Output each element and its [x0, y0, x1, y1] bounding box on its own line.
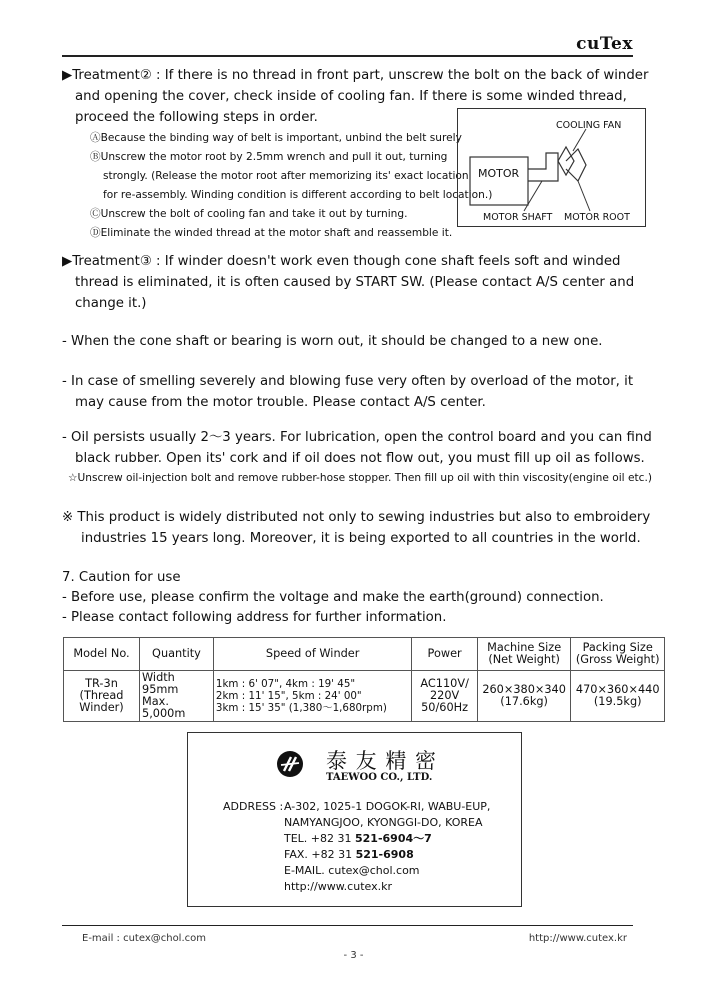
web-line: http://www.cutex.kr	[284, 880, 392, 893]
note-oil-line-2: black rubber. Open its' cork and if oil does not flow out, you must fill up oil as follows.	[75, 451, 645, 466]
treatment2-step-a: ⒶBecause the binding way of belt is important, unbind the belt surely	[90, 132, 462, 144]
spec-table	[63, 637, 665, 722]
motor-root-label: MOTOR ROOT	[564, 212, 630, 223]
note-smell-line-1: - In case of smelling severely and blowing fuse very often by overload of the motor, it	[62, 374, 634, 389]
cell-machine-size: 260×380×340 (17.6kg)	[477, 671, 571, 722]
tel-number: 521-6904～7	[355, 832, 432, 845]
footer-web: http://www.cutex.kr	[528, 933, 627, 944]
cell-packing-size: 470×360×440 (19.5kg)	[571, 671, 665, 722]
caution-line-2: - Please contact following address for further information.	[62, 610, 447, 625]
table-header-row	[64, 638, 665, 671]
company-name-en: TAEWOO CO., LTD.	[326, 772, 433, 783]
fax-line	[284, 847, 414, 862]
fax-number: 521-6908	[355, 848, 414, 861]
email-line: E-MAIL. cutex@chol.com	[284, 864, 420, 877]
page-number: - 3 -	[343, 950, 364, 961]
address-line-1: A-302, 1025-1 DOGOK-RI, WABU-EUP,	[284, 800, 491, 813]
address-line-2: NAMYANGJOO, KYONGGI-DO, KOREA	[284, 816, 483, 829]
motor-label: MOTOR	[478, 167, 520, 180]
company-logo-icon	[276, 750, 304, 778]
treatment3-line-3: change it.)	[75, 296, 147, 311]
note-oil-line-3: ☆Unscrew oil-injection bolt and remove rubber-hose stopper. Then fill up oil with thin viscosity(engine oil etc.)	[68, 472, 652, 484]
header-packing-size: Packing Size (Gross Weight)	[571, 638, 665, 671]
treatment2-line-1: ▶Treatment② : If there is no thread in front part, unscrew the bolt on the back of winder	[62, 68, 649, 83]
treatment2-step-b: ⒷUnscrew the motor root by 2.5mm wrench and pull it out, turning	[90, 151, 448, 163]
treatment3-line-1: ▶Treatment③ : If winder doesn't work even though cone shaft feels soft and winded	[62, 254, 621, 269]
caution-title: 7. Caution for use	[62, 570, 181, 585]
header-speed: Speed of Winder	[213, 638, 411, 671]
note-product-line-2: industries 15 years long. Moreover, it is being exported to all countries in the world.	[81, 531, 641, 546]
address-label: ADDRESS :	[223, 800, 284, 813]
treatment2-step-d: ⒹEliminate the winded thread at the motor shaft and reassemble it.	[90, 227, 453, 239]
treatment3-line-2: thread is eliminated, it is often caused by START SW. (Please contact A/S center and	[75, 275, 635, 290]
cell-model: TR-3n (Thread Winder)	[64, 671, 140, 722]
note-smell-line-2: may cause from the motor trouble. Please contact A/S center.	[75, 395, 486, 410]
motor-shaft-label: MOTOR SHAFT	[483, 212, 553, 223]
fax-prefix: FAX. +82 31	[284, 848, 356, 861]
footer-rule	[62, 925, 633, 926]
caution-line-1: - Before use, please confirm the voltage and make the earth(ground) connection.	[62, 590, 604, 605]
tel-prefix: TEL. +82 31	[284, 832, 355, 845]
treatment2-step-b-cont2: for re-assembly. Winding condition is different according to belt location.)	[103, 189, 493, 201]
header-power: Power	[412, 638, 477, 671]
tel-line	[284, 831, 432, 846]
cell-speed: 1km : 6' 07", 4km : 19' 45" 2km : 11' 15", 5km : 24' 00" 3km : 15' 35" (1,380～1,680rpm)	[213, 671, 411, 722]
treatment2-step-b-cont1: strongly. (Release the motor root after memorizing its' exact location	[103, 170, 469, 182]
company-name-cjk: 泰 友 精 密	[326, 749, 438, 773]
note-product-line-1: ※ This product is widely distributed not only to sewing industries but also to embroidery	[62, 510, 651, 525]
header-machine-size: Machine Size (Net Weight)	[477, 638, 571, 671]
treatment2-line-3: proceed the following steps in order.	[75, 110, 318, 125]
cell-power: AC110V/ 220V 50/60Hz	[412, 671, 477, 722]
header-quantity: Quantity	[140, 638, 214, 671]
brand-logo: cuTex	[576, 34, 633, 54]
cell-quantity: Width 95mm Max. 5,000m	[140, 671, 214, 722]
treatment2-line-2: and opening the cover, check inside of cooling fan. If there is some winded thread,	[75, 89, 627, 104]
company-address-box	[187, 732, 522, 907]
treatment2-step-c: ⒸUnscrew the bolt of cooling fan and take it out by turning.	[90, 208, 408, 220]
table-row	[64, 671, 665, 722]
header-rule	[62, 55, 633, 57]
motor-diagram	[457, 108, 646, 227]
note-oil-line-1: - Oil persists usually 2～3 years. For lubrication, open the control board and you can find	[62, 430, 652, 445]
note-cone-shaft: - When the cone shaft or bearing is worn out, it should be changed to a new one.	[62, 334, 603, 349]
footer-email: E-mail : cutex@chol.com	[82, 933, 206, 944]
cooling-fan-label: COOLING FAN	[556, 120, 622, 131]
header-model: Model No.	[64, 638, 140, 671]
